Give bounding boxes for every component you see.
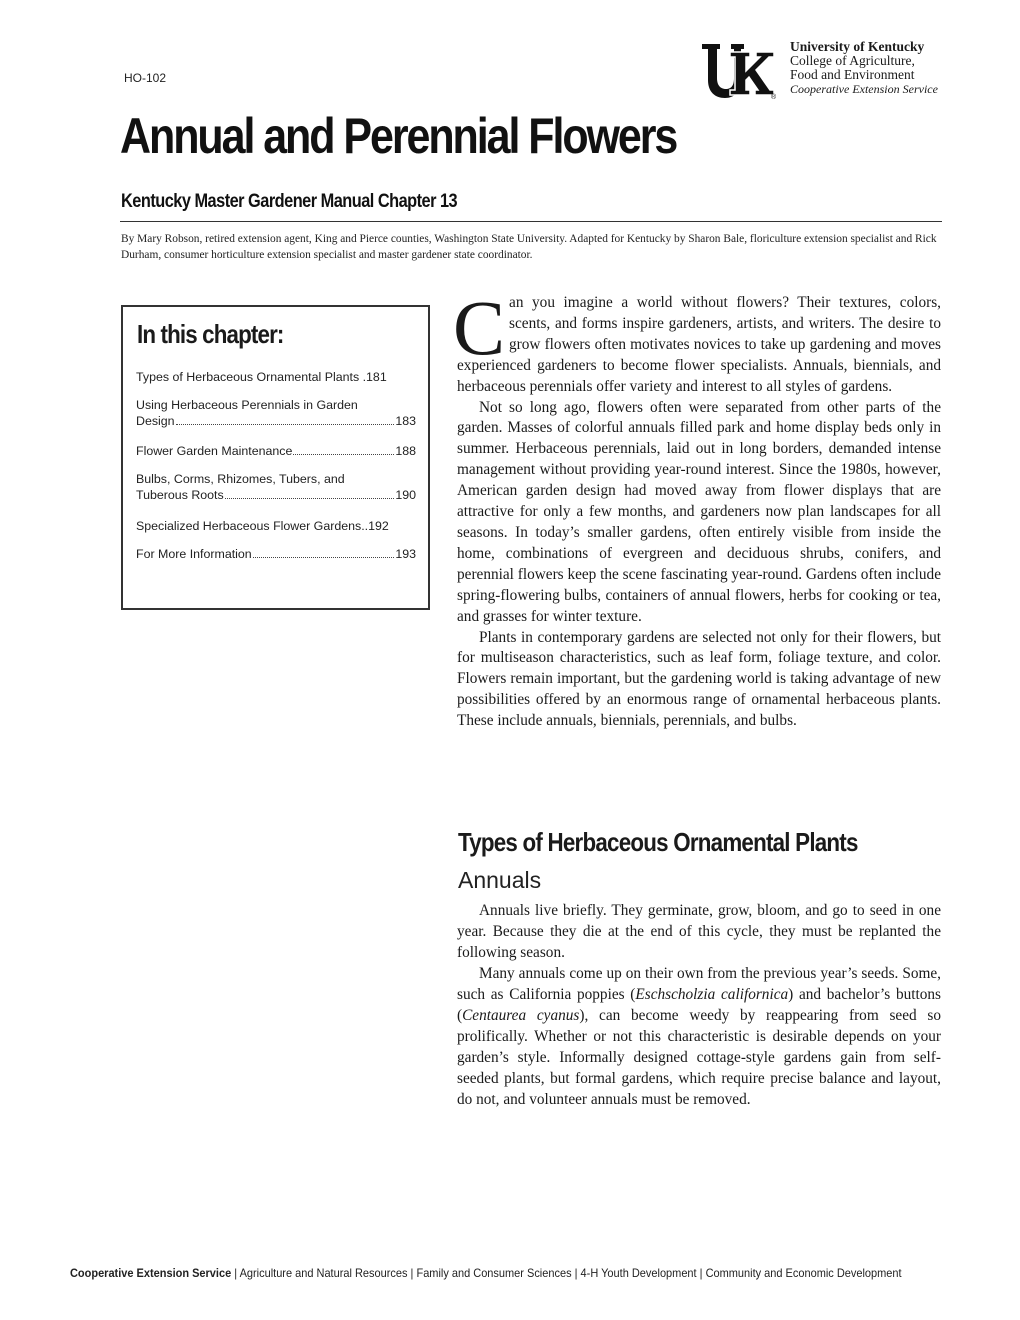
toc-item-label: Types of Herbaceous Ornamental Plants .	[136, 370, 367, 384]
college-name-line1: College of Agriculture,	[790, 53, 915, 68]
toc-item-page: 192	[368, 519, 389, 533]
footer-separator: |	[410, 1267, 414, 1280]
toc-item-label: Tuberous Roots	[136, 488, 224, 502]
toc-item-label: Design	[136, 414, 175, 428]
intro-paragraph: Plants in contemporary gardens are selected not only for their flowers, but for multiseason characteristics, such as leaf form, foliage texture, and color. Flowers remain important, but the gardening world is taking advantage of new possibilities offered by an enormous range of ornamental herbaceous plants. These include annuals, biennials, perennials, and bulbs.	[457, 628, 941, 730]
intro-paragraph-text: an you imagine a world without flowers? Their textures, colors, scents, and forms inspire gardeners, artists, and writers. The desire to grow flowers often motivates novices to take up gardening and moves experienced gardeners to become flower specialists. Annuals, biennials, and herbaceous perennials offer variety and interest to all styles of gardens.	[457, 294, 941, 395]
toc-leader-dots	[293, 454, 394, 455]
annuals-paragraph: Annuals live briefly. They germinate, grow, bloom, and go to seed in one year. Because they die at the end of this cycle, they must be replanted the following season.	[457, 902, 941, 961]
toc-leader-dots	[225, 498, 395, 499]
footer-lead: Cooperative Extension Service	[70, 1267, 232, 1280]
footer-separator: |	[699, 1267, 703, 1280]
toc-item[interactable]	[136, 518, 416, 534]
toc-item-label-line1: Bulbs, Corms, Rhizomes, Tubers, and	[136, 472, 345, 486]
toc-item[interactable]	[136, 471, 416, 503]
toc-item-page: 190	[395, 488, 416, 502]
toc-item-page: 193	[395, 547, 416, 561]
toc-item[interactable]	[136, 369, 416, 385]
registered-mark: ®	[771, 94, 776, 100]
annuals-paragraph	[457, 963, 941, 1110]
intro-paragraph: Not so long ago, flowers often were separated from other parts of the garden. Masses of colorful annuals filled park and home display beds only in summer. Herbaceous perennials, laid out in long borders, demanded intense management without providing year-round interest. Since the 1980s, however, American garden design had moved away from flower displays that are attractive for only a few months, and gardeners now plan landscapes for all seasons. In today’s smaller gardens, often entirely visible from inside the home, combinations of evergreen and deciduous shrubs, conifers, and perennial flowers keep the scene fascinating year-round. Gardens often include spring-flowering bulbs, containers of annual flowers, herbs for cooking or tea, and grasses for winter texture.	[457, 398, 941, 625]
toc-item[interactable]	[136, 546, 416, 562]
toc-item[interactable]	[136, 397, 416, 429]
title-divider	[120, 221, 942, 222]
extension-service-name: Cooperative Extension Service	[790, 82, 938, 96]
scientific-name: Eschscholzia californica	[635, 986, 789, 1003]
author-byline: By Mary Robson, retired extension agent, King and Pierce counties, Washington State University. Adapted for Kentucky by Sharon Bale, floriculture extension specialist and Rick Durham, consumer horticulture extension specialist and master gardener state coordinator.	[121, 233, 937, 261]
university-name: University of Kentucky	[790, 39, 925, 54]
scientific-name: Centaurea cyanus	[462, 1007, 580, 1024]
toc-item-label: Specialized Herbaceous Flower Gardens..	[136, 519, 369, 533]
page-title: Annual and Perennial Flowers	[120, 108, 677, 164]
footer-separator: |	[574, 1267, 578, 1280]
footer-unit: 4-H Youth Development	[580, 1267, 697, 1280]
footer-unit: Community and Economic Development	[705, 1267, 902, 1280]
text-run: ) and bachelor’s buttons (	[457, 986, 941, 1024]
toc-item[interactable]	[136, 443, 416, 459]
footer-unit: Agriculture and Natural Resources	[239, 1267, 408, 1280]
toc-item-page: 181	[366, 370, 387, 384]
footer	[70, 1267, 902, 1280]
uk-logo-icon	[700, 42, 776, 100]
page-subtitle: Kentucky Master Gardener Manual Chapter 13	[121, 191, 458, 212]
drop-cap: C	[453, 284, 506, 371]
toc-item-page: 188	[395, 444, 416, 458]
toc-leader-dots	[253, 557, 395, 558]
footer-unit: Family and Consumer Sciences	[416, 1267, 572, 1280]
institution-block	[790, 40, 938, 96]
toc-item-label-line1: Using Herbaceous Perennials in Garden	[136, 398, 358, 412]
footer-separator: |	[234, 1267, 238, 1280]
text-run: ), can become weedy by reappearing from seed so prolifically. Whether or not this characteristic is desirable depends on your garden’s style. Informally designed cottage-style gardens gain from self-seeded plants, but formal gardens, which require precise balance and layout, do not, and volunteer annuals must be removed.	[457, 1007, 942, 1108]
document-code: HO-102	[124, 71, 167, 85]
subsection-heading: Annuals	[458, 867, 542, 893]
section-heading: Types of Herbaceous Ornamental Plants	[458, 827, 858, 857]
toc-heading: In this chapter:	[137, 319, 284, 349]
text-run: Many annuals come up on their own from the previous year’s seeds. Some, such as California poppies (	[457, 965, 941, 1003]
toc-item-label: Flower Garden Maintenance	[136, 444, 293, 458]
toc-item-label: For More Information	[136, 547, 252, 561]
intro-paragraph	[453, 284, 941, 398]
college-name-line2: Food and Environment	[790, 67, 915, 82]
annuals-text	[457, 900, 941, 1110]
toc-item-page: 183	[395, 414, 416, 428]
intro-text	[453, 284, 941, 732]
toc-leader-dots	[176, 424, 395, 425]
